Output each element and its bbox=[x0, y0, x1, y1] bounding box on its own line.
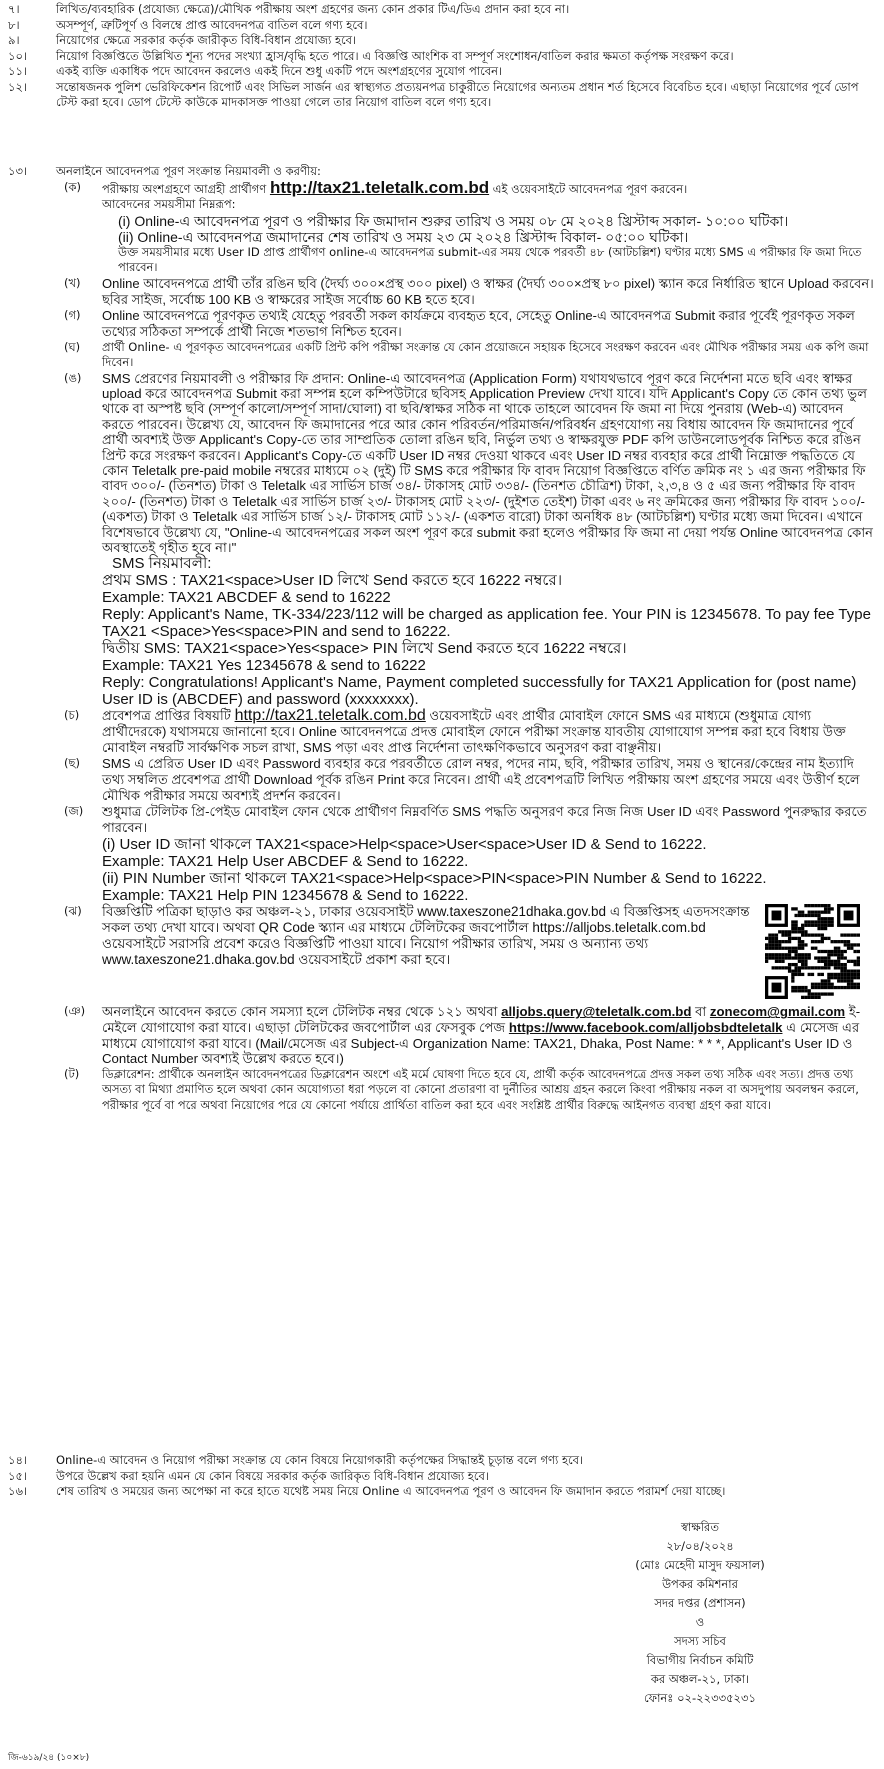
text: ওয়েবসাইটে এবং প্রার্থীর মোবাইল ফোনে SMS এর মাধ্যমে (শুধুমাত্র যোগ্য প্রার্থীদেরকে) যথাসময়ে জানানো হবে। Online আবেদনপত্রে প্রদত্ত মোবাইল ফোনে পরীক্ষা সংক্রান্ত যাবতীয় যোগাযোগ সম্পন্ন করা হবে বিধায় উক্ত মোবাইল নম্বরটি সার্বক্ষণিক সচল রাখা, SMS পড়া এবং প্রাপ্ত নির্দেশনা তাৎক্ষণিকভাবে অনুসরণ করা বাঞ্ছনীয়। bbox=[102, 708, 846, 756]
text: বা bbox=[695, 1004, 707, 1020]
text: ই-মেইলে যোগাযোগ করা যাবে। এছাড়া টেলিটকের জবপোর্টাল এর ফেসবুক পেজ bbox=[102, 1004, 861, 1035]
list-item bbox=[0, 1469, 884, 1485]
signatory-committee: বিভাগীয় নির্বাচন কমিটি bbox=[646, 1653, 754, 1667]
signatory-office: সদর দপ্তর (প্রশাসন) bbox=[654, 1596, 746, 1610]
sub-label: (ঙ) bbox=[64, 370, 82, 385]
item-text: Online-এ আবেদন ও নিয়োগ পরীক্ষা সংক্রান্ত যে কোন বিষয়ে নিয়োগকারী কর্তৃপক্ষের সিদ্ধান্তই চূড়ান্ত বলে গণ্য হবে। bbox=[56, 1453, 584, 1467]
signature-block bbox=[530, 1518, 870, 1708]
list-item bbox=[0, 80, 884, 111]
list-item bbox=[0, 49, 884, 65]
item-heading: অনলাইনে আবেদনপত্র পূরণ সংক্রান্ত নিয়মাবলী ও করণীয়: bbox=[56, 164, 321, 178]
item-text: একই ব্যক্তি একাধিক পদে আবেদন করলেও একই দিনে শুধু একটি পদে অংশগ্রহণের সুযোগ পাবেন। bbox=[56, 64, 503, 78]
signatory-zone: কর অঞ্চল-২১, ঢাকা। bbox=[650, 1672, 750, 1686]
text: এ মেসেজ এর মাধ্যমে যোগাযোগ করা যাবে। (Mail/মেসেজ এর Subject-এ Organization Name: TAX21, Dhaka, Post Name: * * *, Applicant's User ID ও Contact Number অবশ্যই উল্লেখ করতে হবে।) bbox=[102, 1019, 860, 1067]
recovery-example-1: Example: TAX21 Help User ABCDEF & Send to 16222. bbox=[102, 853, 469, 871]
sms-example-1: Example: TAX21 ABCDEF & send to 16222 bbox=[102, 589, 391, 607]
zonecom-email-link[interactable]: zonecom@gmail.com bbox=[709, 1004, 846, 1020]
sub-label: (ছ) bbox=[64, 756, 80, 771]
text: অনলাইনে আবেদন করতে কোন সমস্যা হলে টেলিটক নম্বর থেকে ১২১ অথবা bbox=[102, 1004, 498, 1020]
download-admit-text: SMS এ প্রেরিত User ID এবং Password ব্যবহার করে পরবর্তীতে রোল নম্বর, পদের নাম, ছবি, পরীক্ষার তারিখ, সময় ও স্থানের/কেন্দ্রের নাম ইত্যাদি তথ্য সম্বলিত প্রবেশপত্র প্রার্থী Download পূর্বক রঙিন Print করে নিবেন। প্রার্থী এই প্রবেশপত্রটি লিখিত পরীক্ষায় অংশ গ্রহণের সময়ে এবং উত্তীর্ণ হলে মৌখিক পরীক্ষার সময়ে অবশ্যই প্রদর্শন করবেন। bbox=[102, 756, 860, 804]
list-item bbox=[0, 18, 884, 34]
deadline-end: (ii) Online-এ আবেদনপত্র জমাদানের শেষ তারিখ ও সময় ২৩ মে ২০২৪ খ্রিস্টাব্দ বিকাল- ০৫:০০ ঘটিকা। bbox=[118, 228, 689, 245]
item-13 bbox=[0, 164, 884, 1113]
signatory-and: ও bbox=[695, 1615, 705, 1629]
recovery-text: শুধুমাত্র টেলিটক প্রি-পেইড মোবাইল ফোন থেকে প্রার্থীগণ নিম্নবর্ণিত SMS পদ্ধতি অনুসরণ করে নিজ নিজ User ID এবং Password পুনরুদ্ধার করতে পারবেন। bbox=[102, 804, 867, 836]
item-number: ৮। bbox=[8, 17, 20, 32]
item-text: লিখিত/ব্যবহারিক (প্রযোজ্য ক্ষেত্রে)/মৌখিক পরীক্ষায় অংশ গ্রহণের জন্য কোন প্রকার টিএ/ডিএ প্রদান করা হবে না। bbox=[56, 2, 570, 16]
sub-label: (খ) bbox=[64, 275, 81, 290]
sms-reply-2: Reply: Congratulations! Applicant's Name, Payment completed successfully for TAX21 Application for (post name) User ID is (ABCDEF) and password (xxxxxxxx). bbox=[102, 674, 857, 709]
signatory-role: সদস্য সচিব bbox=[674, 1634, 726, 1648]
sub-label: (গ) bbox=[64, 307, 81, 322]
sms-example-2: Example: TAX21 Yes 12345678 & send to 16222 bbox=[102, 657, 426, 675]
item-number: ১৪। bbox=[8, 1453, 28, 1467]
sub-label: (জ) bbox=[64, 804, 84, 819]
item-text: শেষ তারিখ ও সময়ের জন্য অপেক্ষা না করে হাতে যথেষ্ট সময় নিয়ে Online এ আবেদনপত্র পূরণ ও আবেদন ফি জমাদান করতে পরামর্শ দেয়া যাচ্ছে। bbox=[56, 1484, 726, 1498]
print-copy-text: প্রার্থী Online- এ পূরণকৃত আবেদনপত্রের একটি প্রিন্ট কপি পরীক্ষা সংক্রান্ত যে কোন প্রয়োজনে সহায়ক হিসেবে সংরক্ষণ করবেন এবং মৌখিক পরীক্ষার সময় এক কপি জমা দিবেন। bbox=[102, 339, 869, 369]
sms-fee-text: SMS প্রেরণের নিয়মাবলী ও পরীক্ষার ফি প্রদান: Online-এ আবেদনপত্র (Application Form) যথাযথভাবে পূরণ করে নির্দেশনা মতে ছবি এবং স্বাক্ষর upload করে আবেদনপত্র Submit করা সম্পন্ন হলে কম্পিউটারে ছবিসহ Application Preview দেখা যাবে। যদি Applicant's Copy তে কোন তথ্য ভুল থাকে বা অস্পষ্ট ছবি (সম্পূর্ণ কালো/সম্পূর্ণ সাদা/ঘোলা) বা ছবি/স্বাক্ষর সঠিক না থাকে তাহলে আবেদন ফি জমা না দিয়ে পুনরায় (Web-এ) আবেদন করতে পারবেন। উল্লেখ্য যে, আবেদন ফি জমাদানের পরে আর কোন পরিবর্তন/পরিমার্জন/পরিবর্ধন গ্রহণযোগ্য নয় বিধায় আবেদন ফি জমাদানের পূর্বে প্রার্থী অবশ্যই উক্ত Applicant's Copy-তে তার সাম্প্রতিক তোলা রঙিন ছবি, নির্ভুল তথ্য ও স্বাক্ষরযুক্ত PDF কপি ডাউনলোডপূর্বক নিশ্চিত করে রঙিন প্রিন্ট করে সংরক্ষণ করবেন। Applicant's Copy-তে একটি User ID নম্বর দেওয়া থাকবে এবং User ID নম্বর ব্যবহার করে প্রার্থী নিম্নোক্ত পদ্ধতিতে যে কোন Teletalk pre-paid mobile নম্বরের মাধ্যমে ০২ (দুই) টি SMS করে পরীক্ষার ফি বাবদ নিয়োগ বিজ্ঞপ্তিতে বর্ণিত ক্রমিক নং ১ এর জন্য পরীক্ষার ফি বাবদ ৩০০/- (তিনশত) টাকা ও Teletalk এর সার্ভিস চার্জ ৩৪/- টাকাসহ মোট ৩৩৪/- (তিনশত চৌত্রিশ) টাকা, ২,৩,৪ ও ৫ এর জন্য পরীক্ষার ফি বাবদ ২০০/- (তিনশত) টাকা ও Teletalk এর সার্ভিস চার্জ ২৩/- টাকাসহ মোট ২২৩/- (দুইশত তেইশ) টাকা এবং ৬ নং ক্রমিকের জন্য পরীক্ষার ফি বাবদ ১০০/- (একশত) টাকা ও Teletalk এর সার্ভিস চার্জ ১২/- টাকাসহ মোট ১১২/- (একশত বারো) টাকা অনধিক ৪৮ (আটচল্লিশ) ঘণ্টার মধ্যে জমা দিবেন। এখানে বিশেষভাবে উল্লেখ্য যে, "Online-এ আবেদনপত্রের সকল অংশ পূরণ করে submit করা হলেও পরীক্ষার ফি জমা না দেয়া পর্যন্ত Online আবেদনপত্র কোন অবস্থাতেই গৃহীত হবে না।" bbox=[102, 370, 874, 555]
item-text: অসম্পূর্ণ, ত্রুটিপূর্ণ ও বিলম্বে প্রাপ্ত আবেদনপত্র বাতিল বলে গণ্য হবে। bbox=[56, 17, 368, 32]
item-text: নিয়োগের ক্ষেত্রে সরকার কর্তৃক জারীকৃত বিধি-বিধান প্রযোজ্য হবে। bbox=[56, 33, 357, 47]
sms-first: প্রথম SMS : TAX21<space>User ID লিখে Send করতে হবে 16222 নম্বরে। bbox=[102, 572, 563, 590]
items-top bbox=[0, 2, 884, 111]
admit-card-link[interactable]: http://tax21.teletalk.com.bd bbox=[234, 707, 426, 725]
sub-label: (ক) bbox=[64, 179, 82, 194]
recovery-pin: (ii) PIN Number জানা থাকলে TAX21<space>Help<space>PIN<space>PIN Number & Send to 16222. bbox=[102, 870, 767, 888]
item-number: ১৫। bbox=[8, 1468, 28, 1483]
item-number: ১৬। bbox=[8, 1484, 28, 1498]
sub-label: (চ) bbox=[64, 708, 80, 723]
sub-label: (ট) bbox=[64, 1066, 80, 1081]
item-text: সন্তোষজনক পুলিশ ভেরিফিকেশন রিপোর্ট এবং সিভিল সার্জন এর স্বাস্থ্যগত প্রত্যয়নপত্র চাকুরীতে নিয়োগের অন্যতম প্রধান শর্ত হিসেবে বিবেচিত হবে। এছাড়া নিয়োগের পূর্বে ডোপ টেস্ট করা হবে। ডোপ টেস্টে কাউকে মাদকাসক্ত পাওয়া গেলে তার নিয়োগ বাতিল বলে গণ্য হবে। bbox=[56, 79, 859, 109]
list-item bbox=[0, 1453, 884, 1469]
signatory-phone: ফোনঃ ০২-২২৩৩৫২৩১ bbox=[644, 1691, 756, 1705]
list-item bbox=[0, 1484, 884, 1500]
item-text: উপরে উল্লেখ করা হয়নি এমন যে কোন বিষয়ে সরকার কর্তৃক জারিকৃত বিধি-বিধান প্রযোজ্য হবে। bbox=[56, 1468, 489, 1483]
teletalk-link[interactable]: http://tax21.teletalk.com.bd bbox=[269, 177, 490, 197]
item-text: নিয়োগ বিজ্ঞপ্তিতে উল্লিখিত শূন্য পদের সংখ্যা হ্রাস/বৃদ্ধি হতে পারে। এ বিজ্ঞপ্তি আংশিক বা সম্পূর্ণ সংশোধন/বাতিল করার ক্ষমতা কর্তৃপক্ষ সংরক্ষণ করে। bbox=[56, 48, 734, 63]
deadline-note: উক্ত সময়সীমার মধ্যে User ID প্রাপ্ত প্রার্থীগণ online-এ আবেদনপত্র submit-এর সময় থেকে পরবর্তী ৪৮ (আটচল্লিশ) ঘণ্টার মধ্যে SMS এ পরীক্ষার ফি জমা দিতে পারবেন। bbox=[118, 244, 862, 274]
query-email-link[interactable]: alljobs.query@teletalk.com.bd bbox=[501, 1004, 692, 1020]
facebook-link[interactable]: https://www.facebook.com/alljobsbdteletalk bbox=[508, 1019, 783, 1035]
recovery-userid: (i) User ID জানা থাকলে TAX21<space>Help<space>User<space>User ID & Send to 16222. bbox=[102, 836, 707, 854]
item-number: ১৩। bbox=[8, 164, 28, 178]
sms-rules-title: SMS নিয়মাবলী: bbox=[112, 555, 212, 573]
signatory-name: (মোঃ মেহেদী মাসুদ ফয়সাল) bbox=[635, 1558, 765, 1572]
deadline-start: (i) Online-এ আবেদনপত্র পূরণ ও পরীক্ষার ফি জমাদান শুরুর তারিখ ও সময় ০৮ মে ২০২৪ খ্রিস্টাব্দ সকাল- ১০:০০ ঘটিকা। bbox=[118, 212, 789, 229]
website-text: বিজ্ঞপ্তিটি পত্রিকা ছাড়াও কর অঞ্চল-২১, ঢাকার ওয়েবসাইট www.taxeszone21dhaka.gov.bd এ বিজ্ঞপ্তিসহ এতদসংক্রান্ত সকল তথ্য দেখা যাবে। অথবা QR Code স্ক্যান এর মাধ্যমে টেলিটকের জবপোর্টাল https://alljobs.teletalk.com.bd ওয়েবসাইটে সরাসরি প্রবেশ করেও বিজ্ঞপ্তিটি পাওয়া যাবে। নিয়োগ পরীক্ষার তারিখ, সময় ও অন্যান্য তথ্য www.taxeszone21.dhaka.gov.bd ওয়েবসাইটে প্রকাশ করা হবে। bbox=[102, 904, 750, 968]
qr-code-icon[interactable] bbox=[765, 904, 860, 999]
sms-second: দ্বিতীয় SMS: TAX21<space>Yes<space> PIN লিখে Send করতে হবে 16222 নম্বরে। bbox=[102, 640, 627, 658]
declaration-text: ডিক্লারেশন: প্রার্থীকে অনলাইন আবেদনপত্রের ডিক্লারেশন অংশে এই মর্মে ঘোষণা দিতে হবে যে, প্রার্থী কর্তৃক আবেদনপত্রে প্রদত্ত সকল তথ্য সঠিক এবং সত্য। প্রদত্ত তথ্য অসত্য বা মিথ্যা প্রমাণিত হলে অথবা কোন অযোগ্যতা ধরা পড়লে বা কোনো প্রতারণা বা দুর্নীতির আশ্রয় গ্রহন করলে কিংবা পরীক্ষায় নকল বা অসদুপায় অবলম্বন করলে, পরীক্ষার পূর্বে বা পরে অথবা নিয়োগের পরে যে কোনো পর্যায়ে প্রার্থিতা বাতিল করা হবে এবং সংশ্লিষ্ট প্রার্থীর বিরুদ্ধে আইনগত ব্যবস্থা গ্রহণ করা যাবে। bbox=[102, 1066, 859, 1112]
text: পরীক্ষায় অংশগ্রহণে আগ্রহী প্রার্থীগণ bbox=[102, 181, 267, 196]
item-number: ১১। bbox=[8, 64, 28, 78]
sms-reply-1: Reply: Applicant's Name, TK-334/223/112 will be charged as application fee. Your PIN is 12345678. To pay fee Type TAX21 <Space>Yes<space>PIN and send to 16222. bbox=[102, 606, 871, 641]
text: প্রবেশপত্র প্রাপ্তির বিষয়টি bbox=[102, 708, 231, 724]
list-item bbox=[0, 64, 884, 80]
footer-code: জি-৬১৯/২৪ (১০×৮) bbox=[8, 1753, 90, 1763]
list-item bbox=[0, 2, 884, 18]
sub-label: (ঘ) bbox=[64, 339, 81, 354]
signed-date: ২৮/০৪/২০২৪ bbox=[666, 1539, 734, 1553]
photo-upload-text: Online আবেদনপত্রে প্রার্থী তাঁর রঙিন ছবি (দৈর্ঘ্য ৩০০×প্রস্থ ৩০০ pixel) ও স্বাক্ষর (দৈর্ঘ্য ৩০০×প্রস্থ ৮০ pixel) স্ক্যান করে নির্ধারিত স্থানে Upload করবেন। ছবির সাইজ, সর্বোচ্চ 100 KB ও স্বাক্ষরের সাইজ সর্বোচ্চ 60 KB হতে হবে। bbox=[102, 275, 874, 307]
sub-label: (ঞ) bbox=[64, 1004, 86, 1019]
sub-label: (ঝ) bbox=[64, 904, 82, 919]
text: এই ওয়েবসাইটে আবেদনপত্র পূরণ করবেন। bbox=[492, 181, 688, 196]
items-tail bbox=[0, 1453, 884, 1500]
item-number: ৯। bbox=[8, 33, 20, 47]
item-number: ৭। bbox=[8, 2, 20, 16]
submit-text: Online আবেদনপত্রে পূরণকৃত তথ্যই যেহেতু পরবর্তী সকল কার্যক্রমে ব্যবহৃত হবে, সেহেতু Online-এ আবেদনপত্র Submit করার পূর্বেই পূরণকৃত সকল তথ্যের সঠিকতা সম্পর্কে প্রার্থী নিজে শতভাগ নিশ্চিত হবেন। bbox=[102, 307, 855, 339]
list-item bbox=[0, 33, 884, 49]
item-number: ১০। bbox=[8, 48, 28, 63]
deadline-heading: আবেদনের সময়সীমা নিম্নরূপ: bbox=[102, 197, 236, 211]
item-number: ১২। bbox=[8, 79, 28, 94]
signatory-title: উপকর কমিশনার bbox=[662, 1577, 738, 1591]
signed-label: স্বাক্ষরিত bbox=[681, 1520, 719, 1534]
recovery-example-2: Example: TAX21 Help PIN 12345678 & Send to 16222. bbox=[102, 887, 469, 905]
